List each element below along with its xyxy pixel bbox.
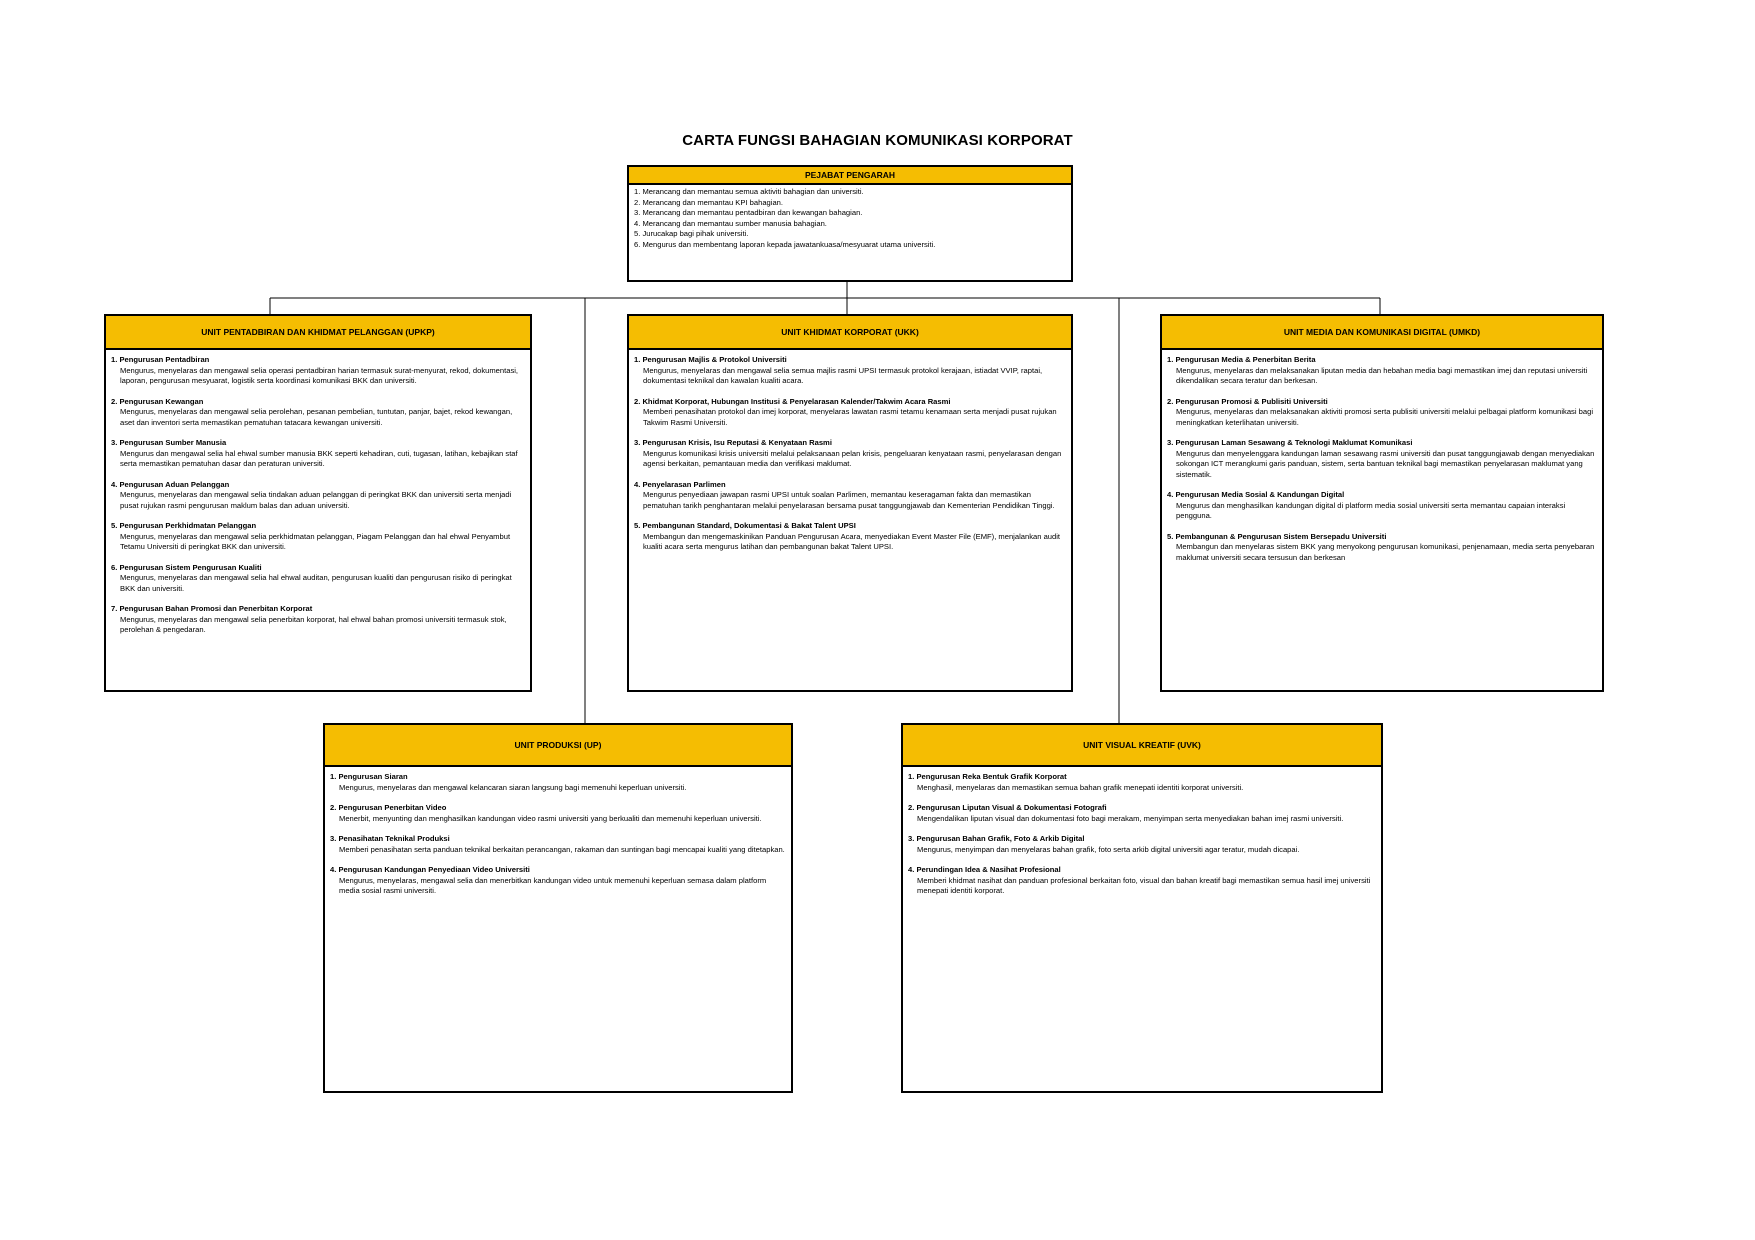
uvk-item bbox=[908, 803, 1376, 824]
pejabat-line: 4. Merancang dan memantau sumber manusia bahagian. bbox=[634, 218, 827, 228]
item-title: 5. Pembangunan Standard, Dokumentasi & Bakat Talent UPSI bbox=[634, 521, 856, 530]
item-title: 2. Pengurusan Penerbitan Video bbox=[330, 803, 447, 812]
item-title: 1. Pengurusan Siaran bbox=[330, 772, 408, 781]
uvk-item bbox=[908, 865, 1376, 897]
chart-title: CARTA FUNGSI BAHAGIAN KOMUNIKASI KORPORAT bbox=[682, 132, 1073, 149]
item-desc: Mengendalikan liputan visual dan dokumentasi foto bagi merakam, menyimpan serta menyediakan bahan imej rasmi universiti. bbox=[917, 813, 1344, 823]
box-umkd bbox=[1160, 314, 1604, 692]
item-title: 4. Pengurusan Media Sosial & Kandungan Digital bbox=[1167, 490, 1345, 499]
upkp-item bbox=[111, 480, 525, 512]
item-title: 2. Khidmat Korporat, Hubungan Institusi & Penyelarasan Kalender/Takwim Acara Rasmi bbox=[634, 396, 951, 406]
item-desc: Mengurus dan menyelenggara kandungan laman sesawang rasmi universiti dan pusat tanggungjawab dengan menyediakan sokongan ICT merangkumi garis panduan, sistem, serta bantuan teknikal bagi memastikan penyelarasan maklumat yang sistematik. bbox=[1176, 448, 1595, 479]
item-title: 4. Pengurusan Kandungan Penyediaan Video Universiti bbox=[330, 865, 530, 874]
box-upkp bbox=[104, 314, 532, 692]
item-title: 3. Penasihatan Teknikal Produksi bbox=[330, 834, 450, 843]
up-header: UNIT PRODUKSI (UP) bbox=[325, 725, 791, 767]
item-desc: Mengurus, menyelaras dan mengawal selia operasi pentadbiran harian termasuk surat-menyurat, rekod, dokumentasi, laporan, pengurusan mesyuarat, logistik serta koordinasi komunikasi BKK dan universiti. bbox=[120, 365, 519, 385]
upkp-header: UNIT PENTADBIRAN DAN KHIDMAT PELANGGAN (UPKP) bbox=[106, 316, 530, 350]
ukk-item bbox=[634, 397, 1066, 429]
umkd-item bbox=[1167, 532, 1597, 564]
item-desc: Mengurus, menyelaras dan mengawal kelancaran siaran langsung bagi memenuhi keperluan universiti. bbox=[339, 782, 687, 792]
item-desc: Mengurus komunikasi krisis universiti melalui pelaksanaan pelan krisis, pengeluaran kenyataan rasmi, penyelarasan dengan agensi berkaitan, pemantauan media dan verifikasi maklumat. bbox=[643, 448, 1062, 468]
item-desc: Mengurus, menyelaras dan mengawal selia tindakan aduan pelanggan di peringkat BKK dan universiti serta menjadi pusat rujukan rasmi pengurusan maklum balas dan aduan universiti. bbox=[120, 490, 512, 510]
box-up bbox=[323, 723, 793, 1093]
uvk-item bbox=[908, 834, 1376, 855]
item-title: 4. Pengurusan Aduan Pelanggan bbox=[111, 479, 230, 489]
item-desc: Memberi penasihatan serta panduan teknikal berkaitan perancangan, rakaman dan suntingan bagi mencapai kualiti yang ditetapkan. bbox=[339, 844, 785, 854]
item-title: 1. Pengurusan Media & Penerbitan Berita bbox=[1167, 355, 1316, 364]
item-title: 7. Pengurusan Bahan Promosi dan Penerbitan Korporat bbox=[111, 604, 313, 613]
pejabat-line: 5. Jurucakap bagi pihak universiti. bbox=[634, 229, 749, 239]
item-title: 5. Pembangunan & Pengurusan Sistem Bersepadu Universiti bbox=[1167, 531, 1387, 541]
item-title: 3. Pengurusan Laman Sesawang & Teknologi Maklumat Komunikasi bbox=[1167, 438, 1413, 447]
pejabat-line: 3. Merancang dan memantau pentadbiran dan kewangan bahagian. bbox=[634, 208, 863, 218]
uvk-header: UNIT VISUAL KREATIF (UVK) bbox=[903, 725, 1381, 767]
item-desc: Mengurus dan menghasilkan kandungan digital di platform media sosial universiti serta memantau capaian interaksi pengguna. bbox=[1176, 500, 1566, 520]
box-ukk bbox=[627, 314, 1073, 692]
upkp-item bbox=[111, 397, 525, 429]
item-desc: Mengurus, menyelaras dan mengawal selia perkhidmatan pelanggan, Piagam Pelanggan dan hal ehwal Penyambut Tetamu Universiti di peringkat BKK dan universiti. bbox=[120, 531, 511, 551]
pejabat-line: 2. Merancang dan memantau KPI bahagian. bbox=[634, 197, 784, 207]
up-item bbox=[330, 772, 786, 793]
item-title: 5. Pengurusan Perkhidmatan Pelanggan bbox=[111, 521, 257, 530]
ukk-header: UNIT KHIDMAT KORPORAT (UKK) bbox=[629, 316, 1071, 350]
ukk-item bbox=[634, 355, 1066, 387]
item-desc: Mengurus, menyelaras, mengawal selia dan menerbitkan kandungan video untuk memenuhi keperluan semasa dalam platform media sosial rasmi universiti. bbox=[339, 875, 767, 895]
item-desc: Memberi penasihatan protokol dan imej korporat, menyelaras lawatan rasmi tetamu kenamaan serta menjadi pusat rujukan Takwim Rasmi Universiti. bbox=[643, 407, 1057, 427]
item-desc: Mengurus, menyelaras dan mengawal selia perolehan, pesanan pembelian, tuntutan, panjar, bajet, rekod kewangan, aset dan inventori serta memastikan pematuhan tatacara kewangan universiti. bbox=[120, 407, 513, 427]
item-desc: Mengurus, menyelaras dan mengawal selia penerbitan korporat, hal ehwal bahan promosi universiti termasuk stok, perolehan & pengedaran. bbox=[120, 614, 507, 634]
up-item bbox=[330, 803, 786, 824]
ukk-item bbox=[634, 521, 1066, 553]
item-title: 4. Penyelarasan Parlimen bbox=[634, 479, 726, 489]
upkp-item bbox=[111, 604, 525, 636]
item-desc: Mengurus, menyelaras dan melaksanakan liputan media dan hebahan media bagi memastikan imej dan reputasi universiti dikendalikan secara teratur dan berkesan. bbox=[1176, 365, 1588, 385]
item-title: 3. Pengurusan Krisis, Isu Reputasi & Kenyataan Rasmi bbox=[634, 438, 832, 447]
umkd-item bbox=[1167, 490, 1597, 522]
upkp-item bbox=[111, 438, 525, 470]
ukk-item bbox=[634, 480, 1066, 512]
upkp-item bbox=[111, 563, 525, 595]
uvk-item bbox=[908, 772, 1376, 793]
item-title: 1. Pengurusan Reka Bentuk Grafik Korporat bbox=[908, 772, 1067, 781]
umkd-item bbox=[1167, 438, 1597, 480]
item-title: 1. Pengurusan Pentadbiran bbox=[111, 355, 210, 364]
item-title: 3. Pengurusan Sumber Manusia bbox=[111, 438, 227, 447]
item-desc: Mengurus, menyelaras dan mengawal selia hal ehwal auditan, pengurusan kualiti dan pengurusan risiko di peringkat BKK dan universiti. bbox=[120, 573, 512, 593]
item-desc: Membangun dan mengemaskinikan Panduan Pengurusan Acara, menyediakan Event Master File (EMF), menjalankan audit kualiti acara serta mengurus latihan dan pembangunan bakat Talent UPSI. bbox=[643, 531, 1061, 551]
umkd-item bbox=[1167, 355, 1597, 387]
upkp-item bbox=[111, 521, 525, 553]
item-desc: Membangun dan menyelaras sistem BKK yang menyokong pengurusan komunikasi, penjenamaan, media serta penyebaran maklumat universiti secara tersusun dan berkesan bbox=[1176, 542, 1595, 562]
item-title: 3. Pengurusan Bahan Grafik, Foto & Arkib Digital bbox=[908, 834, 1085, 843]
item-title: 1. Pengurusan Majlis & Protokol Universiti bbox=[634, 355, 787, 364]
item-title: 2. Pengurusan Liputan Visual & Dokumentasi Fotografi bbox=[908, 803, 1107, 812]
item-desc: Menghasil, menyelaras dan memastikan semua bahan grafik menepati identiti korporat universiti. bbox=[917, 782, 1244, 792]
item-desc: Memberi khidmat nasihat dan panduan profesional berkaitan foto, visual dan bahan kreatif bagi memastikan semua hasil imej universiti menepati identiti korporat. bbox=[917, 875, 1371, 895]
item-title: 2. Pengurusan Kewangan bbox=[111, 396, 204, 406]
umkd-item bbox=[1167, 397, 1597, 429]
item-desc: Mengurus, menyelaras dan mengawal selia semua majlis rasmi UPSI termasuk protokol kerajaan, istiadat VVIP, raptai, dokumentasi teknikal dan kawalan kualiti acara. bbox=[643, 365, 1043, 385]
item-title: 6. Pengurusan Sistem Pengurusan Kualiti bbox=[111, 562, 262, 572]
up-item bbox=[330, 865, 786, 897]
box-pejabat-pengarah bbox=[627, 165, 1073, 282]
ukk-item bbox=[634, 438, 1066, 470]
item-title: 4. Perundingan Idea & Nasihat Profesional bbox=[908, 865, 1061, 874]
umkd-header: UNIT MEDIA DAN KOMUNIKASI DIGITAL (UMKD) bbox=[1162, 316, 1602, 350]
item-title: 2. Pengurusan Promosi & Publisiti Universiti bbox=[1167, 396, 1328, 406]
upkp-item bbox=[111, 355, 525, 387]
pejabat-line: 1. Merancang dan memantau semua aktiviti bahagian dan universiti. bbox=[634, 187, 864, 196]
up-item bbox=[330, 834, 786, 855]
item-desc: Menerbit, menyunting dan menghasilkan kandungan video rasmi universiti yang berkualiti dan memenuhi keperluan universiti. bbox=[339, 813, 762, 823]
pejabat-line: 6. Mengurus dan membentang laporan kepada jawatankuasa/mesyuarat utama universiti. bbox=[634, 239, 936, 249]
item-desc: Mengurus, menyelaras dan melaksanakan aktiviti promosi serta publisiti universiti melalui pelbagai platform komunikasi bagi meningkatkan keterlihatan universiti. bbox=[1176, 407, 1594, 427]
item-desc: Mengurus penyediaan jawapan rasmi UPSI untuk soalan Parlimen, memantau keseragaman fakta dan memastikan pematuhan tarikh penghantaran melalui penyelarasan bersama pusat tanggungjawab dan Kementerian Pendidikan Tinggi. bbox=[643, 490, 1055, 510]
pejabat-header: PEJABAT PENGARAH bbox=[629, 167, 1071, 185]
box-uvk bbox=[901, 723, 1383, 1093]
item-desc: Mengurus, menyimpan dan menyelaras bahan grafik, foto serta arkib digital universiti agar teratur, mudah dicapai. bbox=[917, 844, 1300, 854]
item-desc: Mengurus dan mengawal selia hal ehwal sumber manusia BKK seperti kehadiran, cuti, tugasan, latihan, kebajikan staf serta memastikan pematuhan dasar dan peraturan universiti. bbox=[120, 448, 518, 468]
